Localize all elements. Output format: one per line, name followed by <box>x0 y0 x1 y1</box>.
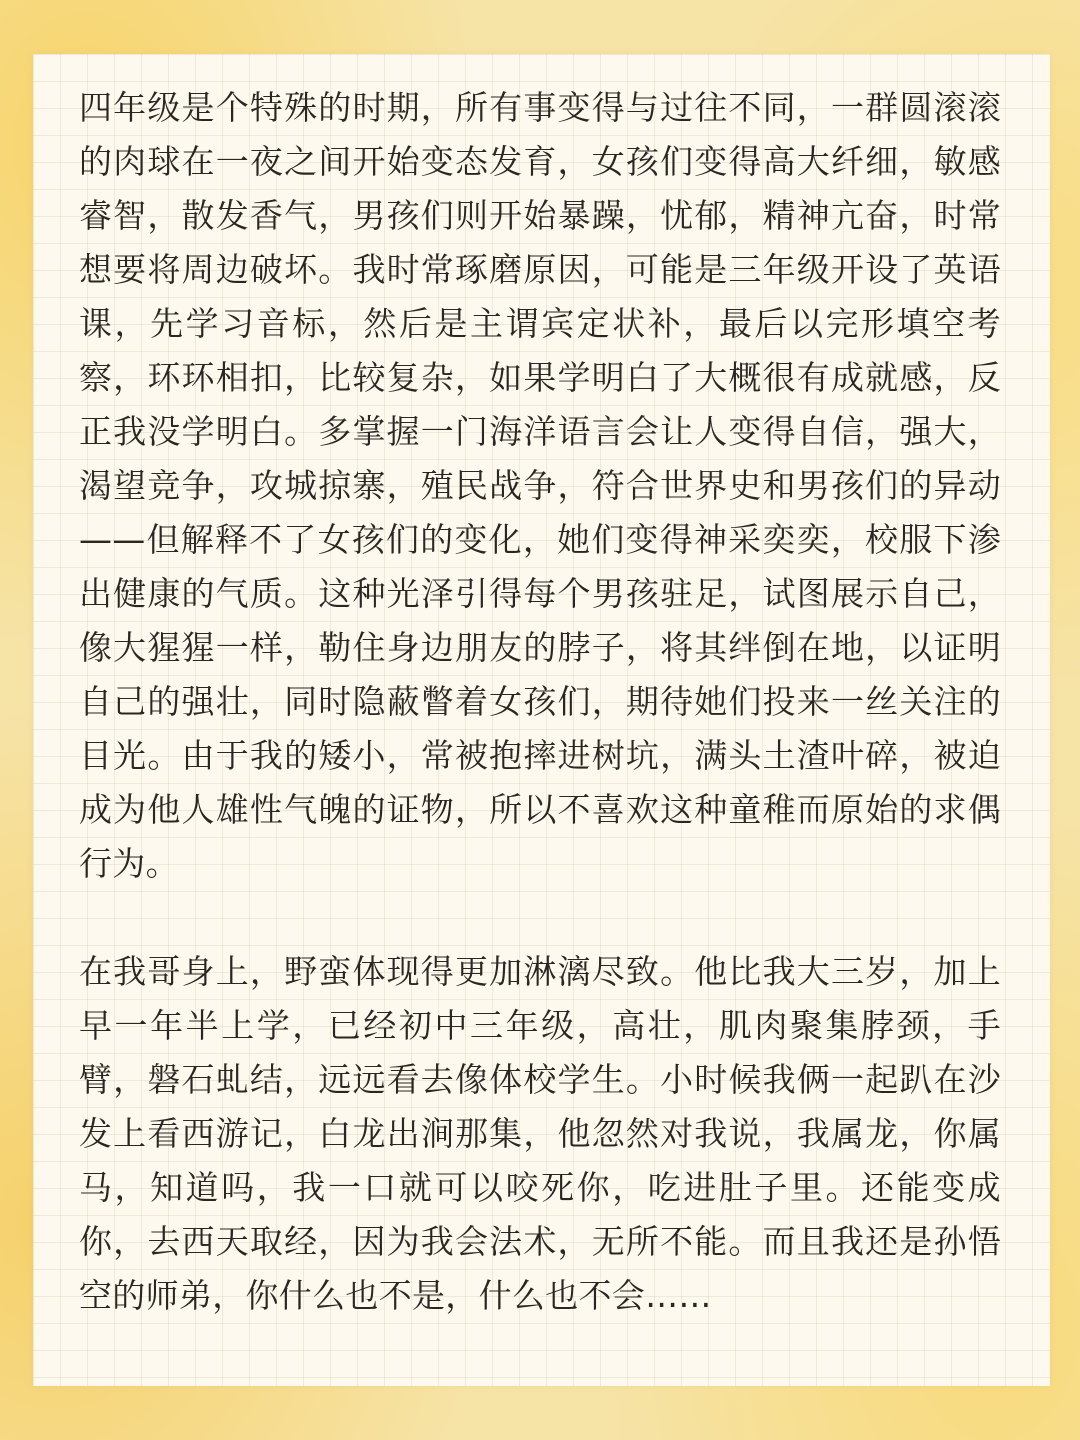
paragraph-2: 在我哥身上，野蛮体现得更加淋漓尽致。他比我大三岁，加上早一年半上学，已经初中三年级，高壮，肌肉聚集脖颈，手臂，磐石虬结，远远看去像体校学生。小时候我俩一起趴在沙发上看西游记，白龙出涧那集，他忽然对我说，我属龙，你属马，知道吗，我一口就可以咬死你，吃进肚子里。还能变成你，去西天取经，因为我会法术，无所不能。而且我还是孙悟空的师弟，你什么也不是，什么也不会…… <box>79 952 1001 1315</box>
paragraph-1: 四年级是个特殊的时期，所有事变得与过往不同，一群圆滚滚的肉球在一夜之间开始变态发育，女孩们变得高大纤细，敏感睿智，散发香气，男孩们则开始暴躁，忧郁，精神亢奋，时常想要将周边破坏。我时常琢磨原因，可能是三年级开设了英语课，先学习音标，然后是主谓宾定状补，最后以完形填空考察，环环相扣，比较复杂，如果学明白了大概很有成就感，反正我没学明白。多掌握一门海洋语言会让人变得自信，强大，渴望竞争，攻城掠寨，殖民战争，符合世界史和男孩们的异动——但解释不了女孩们的变化，她们变得神采奕奕，校服下渗出健康的气质。这种光泽引得每个男孩驻足，试图展示自己，像大猩猩一样，勒住身边朋友的脖子，将其绊倒在地，以证明自己的强壮，同时隐蔽瞥着女孩们，期待她们投来一丝关注的目光。由于我的矮小，常被抱摔进树坑，满头土渣叶碎，被迫成为他人雄性气魄的证物，所以不喜欢这种童稚而原始的求偶行为。 <box>79 88 1001 883</box>
